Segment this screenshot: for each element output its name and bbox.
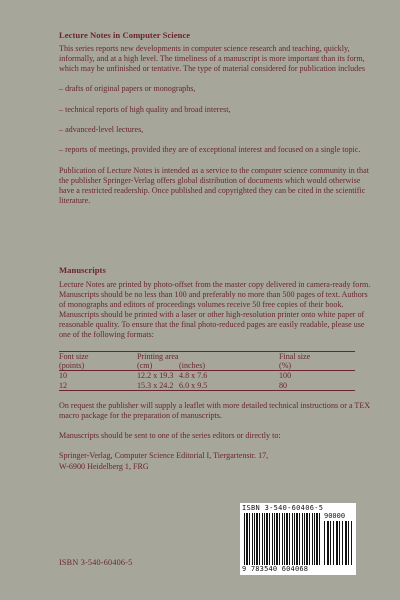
barcode-supplement-bars [324, 521, 352, 565]
address-line: Springer-Verlag, Computer Science Editorial I, Tiergartenstr. 17, [59, 451, 269, 461]
barcode [240, 503, 356, 575]
table-row [59, 381, 355, 391]
table-cell: 12.2 x 19.3 [137, 371, 174, 381]
barcode-supplement-number: 90000 [324, 512, 346, 520]
manuscripts-paragraph: Lecture Notes are printed by photo-offset from the master copy delivered in camera-ready form. Manuscripts should be no less than 100 and preferably no more than 500 pages of text. Authors of monographs and editors of proceedings volumes receive 50 free copies of their book. Manuscripts should be printed with a laser or other high-resolution printer onto white paper of reasonable quality. To ensure that the final photo-reduced pages are easily readable, please use one of the following formats: [59, 280, 371, 340]
list-item: – drafts of original papers or monographs, [59, 84, 196, 94]
barcode-isbn-text: ISBN 3-540-60406-5 [242, 504, 324, 512]
table-header-cell: Final size [279, 351, 311, 361]
send-to-paragraph: Manuscripts should be sent to one of the series editors or directly to: [59, 431, 281, 441]
publication-paragraph: Publication of Lecture Notes is intended as a service to the computer science community in that the publisher Springer-Verlag offers global distribution of documents which would otherwise have a restricted readership. Once published and copyrighted they can be cited in the scientific literature. [59, 165, 369, 206]
table-cell: 4.8 x 7.6 [179, 371, 208, 381]
table-cell: 80 [279, 380, 288, 390]
manuscripts-heading: Manuscripts [59, 265, 106, 275]
table-header-row [59, 361, 355, 371]
manuscripts-section [59, 280, 371, 472]
table-header-cell: (points) [59, 360, 85, 370]
table-cell: 6.0 x 9.5 [179, 380, 208, 390]
table-header-cell: (inches) [179, 360, 206, 370]
table-header-cell: (%) [279, 360, 292, 370]
barcode-bars [244, 513, 320, 565]
table-row [59, 371, 355, 381]
table-header-row [59, 351, 355, 361]
table-cell: 15.3 x 24.2 [137, 380, 174, 390]
leaflet-paragraph: On request the publisher will supply a leaflet with more detailed technical instructions or a TEX macro package for the preparation of manuscripts. [59, 401, 371, 421]
series-heading: Lecture Notes in Computer Science [59, 30, 191, 40]
table-header-cell: Printing area [137, 351, 179, 361]
list-item: – advanced-level lectures, [59, 125, 144, 135]
table-header-cell: (cm) [137, 360, 153, 370]
barcode-number: 9 783540 604068 [242, 565, 309, 573]
list-item: – reports of meetings, provided they are of exceptional interest and focused on a single topic. [59, 145, 361, 155]
table-cell: 12 [59, 380, 68, 390]
table-cell: 10 [59, 371, 68, 381]
material-list [59, 84, 371, 155]
series-intro: This series reports new developments in computer science research and teaching, quickly, informally, and at a high level. The timeliness of a manuscript is more important than its form, which may be unfinished or tentative. The type of material considered for publication includes [59, 44, 365, 74]
table-header-cell: Font size [59, 351, 89, 361]
list-item: – technical reports of high quality and broad interest, [59, 104, 231, 114]
formats-table [59, 351, 355, 392]
series-section [59, 44, 371, 206]
address-line: W-6900 Heidelberg 1, FRG [59, 461, 149, 471]
isbn-footer: ISBN 3-540-60406-5 [59, 558, 133, 567]
table-cell: 100 [279, 371, 292, 381]
